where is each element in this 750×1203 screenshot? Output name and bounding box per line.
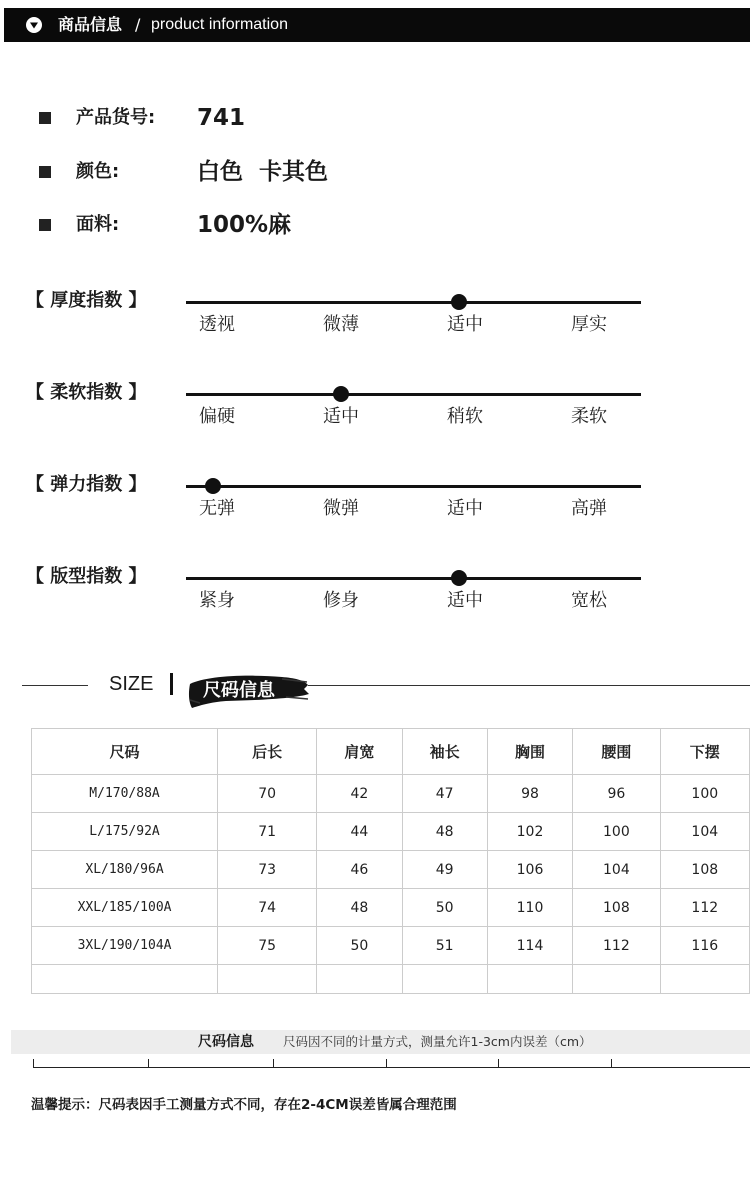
table-cell: 110 bbox=[487, 889, 572, 927]
table-cell: 114 bbox=[487, 927, 572, 965]
index-option: 紧身 bbox=[199, 590, 235, 611]
index-title: 【 弹力指数 】 bbox=[26, 474, 147, 495]
ruler-tick bbox=[611, 1059, 612, 1068]
index-marker bbox=[451, 294, 467, 310]
table-row bbox=[32, 965, 750, 994]
size-note-bar bbox=[11, 1030, 750, 1054]
section-divider bbox=[308, 685, 750, 686]
table-cell: 73 bbox=[218, 851, 317, 889]
table-cell: 75 bbox=[218, 927, 317, 965]
index-title: 【 柔软指数 】 bbox=[26, 382, 147, 403]
index-option: 修身 bbox=[323, 590, 359, 611]
ruler-tick bbox=[386, 1059, 387, 1068]
header-separator: / bbox=[135, 15, 141, 34]
info-label: 产品货号: bbox=[76, 107, 156, 128]
ruler-line bbox=[33, 1067, 750, 1068]
table-header-cell: 腰围 bbox=[573, 729, 660, 775]
ruler-tick bbox=[33, 1059, 34, 1068]
index-title: 【 版型指数 】 bbox=[26, 566, 147, 587]
table-cell bbox=[402, 965, 487, 994]
table-cell: 112 bbox=[660, 889, 749, 927]
table-cell bbox=[32, 965, 218, 994]
table-cell: 49 bbox=[402, 851, 487, 889]
table-cell bbox=[218, 965, 317, 994]
index-option: 适中 bbox=[447, 498, 483, 519]
square-bullet-icon bbox=[39, 112, 51, 124]
table-cell: 108 bbox=[660, 851, 749, 889]
table-cell: 50 bbox=[317, 927, 402, 965]
index-option: 透视 bbox=[199, 314, 235, 335]
table-header-cell: 下摆 bbox=[660, 729, 749, 775]
index-option: 微薄 bbox=[323, 314, 359, 335]
table-row bbox=[32, 851, 750, 889]
table-cell: 51 bbox=[402, 927, 487, 965]
info-value: 白色 卡其色 bbox=[197, 159, 329, 185]
table-cell: L/175/92A bbox=[32, 813, 218, 851]
index-fit bbox=[0, 565, 750, 625]
square-bullet-icon bbox=[39, 166, 51, 178]
table-row bbox=[32, 927, 750, 965]
index-option: 柔软 bbox=[571, 406, 607, 427]
table-header-cell: 胸围 bbox=[487, 729, 572, 775]
index-option: 适中 bbox=[447, 590, 483, 611]
table-cell: M/170/88A bbox=[32, 775, 218, 813]
size-table bbox=[31, 728, 750, 994]
header-title-en: product information bbox=[151, 16, 288, 33]
table-cell: XXL/185/100A bbox=[32, 889, 218, 927]
index-scale-line bbox=[186, 485, 641, 488]
table-cell: 102 bbox=[487, 813, 572, 851]
size-title-en: SIZE bbox=[109, 673, 154, 695]
table-row bbox=[32, 775, 750, 813]
index-option: 宽松 bbox=[571, 590, 607, 611]
index-option: 无弹 bbox=[199, 498, 235, 519]
table-cell: 50 bbox=[402, 889, 487, 927]
table-header-cell: 尺码 bbox=[32, 729, 218, 775]
table-cell: 48 bbox=[402, 813, 487, 851]
table-cell: 44 bbox=[317, 813, 402, 851]
table-cell: 74 bbox=[218, 889, 317, 927]
index-marker bbox=[205, 478, 221, 494]
table-cell: 71 bbox=[218, 813, 317, 851]
ruler-tick bbox=[498, 1059, 499, 1068]
table-cell: 108 bbox=[573, 889, 660, 927]
square-bullet-icon bbox=[39, 219, 51, 231]
index-thickness bbox=[0, 289, 750, 349]
table-header-cell: 后长 bbox=[218, 729, 317, 775]
table-row bbox=[32, 813, 750, 851]
index-option: 微弹 bbox=[323, 498, 359, 519]
table-cell: 112 bbox=[573, 927, 660, 965]
info-row-item-number bbox=[0, 103, 750, 133]
header-bar bbox=[4, 8, 750, 42]
size-title-cn: 尺码信息 bbox=[203, 680, 275, 701]
table-cell: 3XL/190/104A bbox=[32, 927, 218, 965]
table-cell: 48 bbox=[317, 889, 402, 927]
index-option: 稍软 bbox=[447, 406, 483, 427]
index-softness bbox=[0, 381, 750, 441]
index-option: 高弹 bbox=[571, 498, 607, 519]
table-header-row bbox=[32, 729, 750, 775]
info-row-color bbox=[0, 157, 750, 187]
info-value: 741 bbox=[197, 105, 246, 131]
index-elasticity bbox=[0, 473, 750, 533]
table-cell bbox=[487, 965, 572, 994]
title-divider-bar bbox=[170, 673, 173, 695]
index-marker bbox=[333, 386, 349, 402]
table-cell: 104 bbox=[660, 813, 749, 851]
measurement-tip: 温馨提示：尺码表因手工测量方式不同，存在2-4CM误差皆属合理范围 bbox=[31, 1097, 457, 1113]
note-title: 尺码信息 bbox=[198, 1034, 254, 1050]
info-value: 100%麻 bbox=[197, 212, 292, 238]
table-cell: 100 bbox=[660, 775, 749, 813]
note-text: 尺码因不同的计量方式，测量允许1-3cm内误差（cm） bbox=[283, 1034, 592, 1049]
table-cell: 46 bbox=[317, 851, 402, 889]
ruler-tick bbox=[273, 1059, 274, 1068]
heart-down-icon bbox=[26, 17, 42, 33]
table-cell: 116 bbox=[660, 927, 749, 965]
table-header-cell: 袖长 bbox=[402, 729, 487, 775]
table-cell: 42 bbox=[317, 775, 402, 813]
index-option: 偏硬 bbox=[199, 406, 235, 427]
table-cell: 104 bbox=[573, 851, 660, 889]
index-title: 【 厚度指数 】 bbox=[26, 290, 147, 311]
index-marker bbox=[451, 570, 467, 586]
table-cell bbox=[317, 965, 402, 994]
info-label: 颜色: bbox=[76, 161, 120, 182]
index-option: 厚实 bbox=[571, 314, 607, 335]
table-cell bbox=[573, 965, 660, 994]
table-cell: 106 bbox=[487, 851, 572, 889]
table-cell: 100 bbox=[573, 813, 660, 851]
header-title-cn: 商品信息 bbox=[58, 15, 123, 34]
table-header-cell: 肩宽 bbox=[317, 729, 402, 775]
index-scale-line bbox=[186, 393, 641, 396]
table-cell: 98 bbox=[487, 775, 572, 813]
table-cell bbox=[660, 965, 749, 994]
ruler-tick bbox=[148, 1059, 149, 1068]
info-row-fabric bbox=[0, 210, 750, 240]
table-row bbox=[32, 889, 750, 927]
index-option: 适中 bbox=[447, 314, 483, 335]
index-option: 适中 bbox=[323, 406, 359, 427]
table-cell: 96 bbox=[573, 775, 660, 813]
index-scale-line bbox=[186, 577, 641, 580]
index-scale-line bbox=[186, 301, 641, 304]
table-cell: 70 bbox=[218, 775, 317, 813]
info-label: 面料: bbox=[76, 214, 120, 235]
table-cell: XL/180/96A bbox=[32, 851, 218, 889]
table-cell: 47 bbox=[402, 775, 487, 813]
section-divider bbox=[22, 685, 88, 686]
